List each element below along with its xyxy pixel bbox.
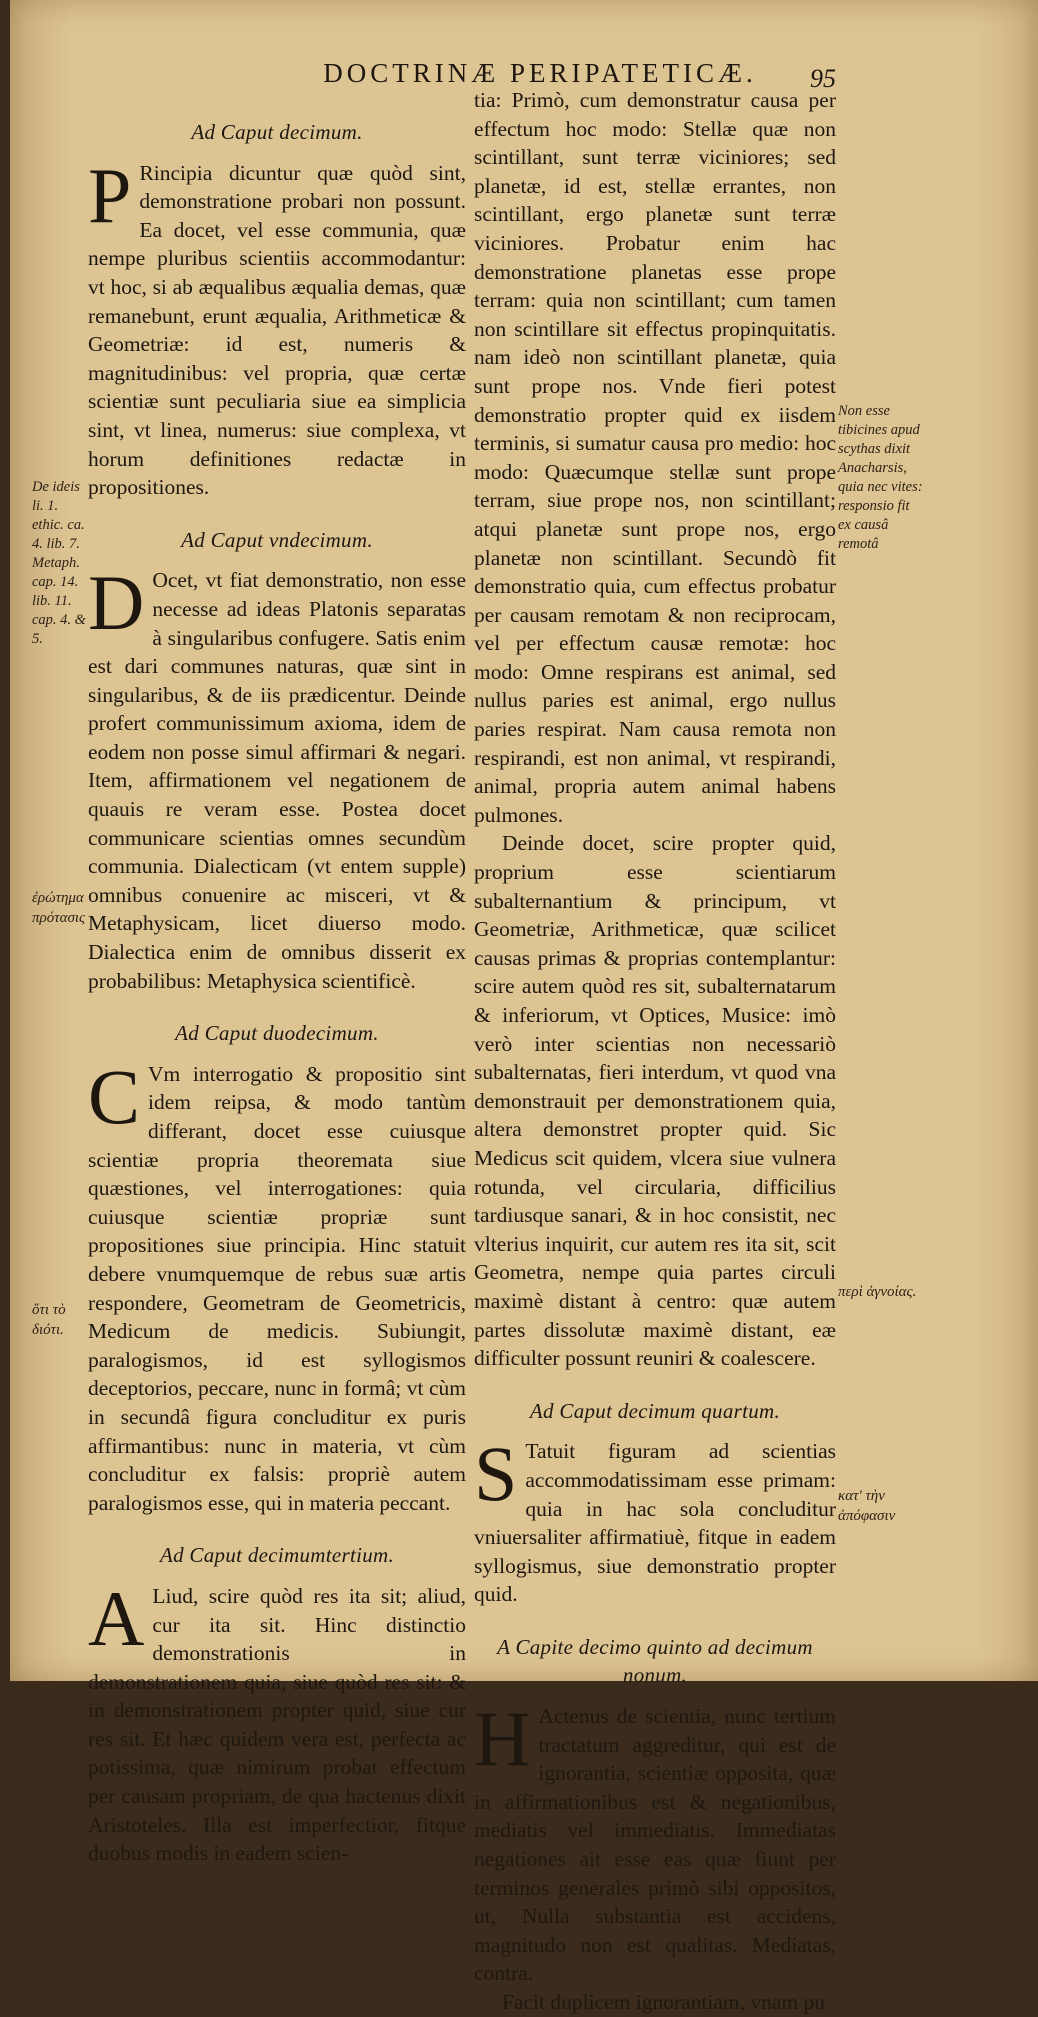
page-number: 95 — [810, 64, 836, 93]
continued-paragraph: tia: Primò, cum demonstratur causa per effectum hoc modo: Stellæ quæ non scintillant, sunt terræ viciniores; sed planetæ, id est, stellæ errantes, non scintillant, ergo planetæ sunt terræ viciniores. Probatur enim hac demonstratione planetas esse prope terram: quia non scintillant; cum tamen non scintillare sit effectus propinquitatis. nam ideò non scintillant planetæ, quia sunt prope nos. Vnde fieri potest demonstratio propter quid ex iisdem terminis, si sumatur causa pro medio: hoc modo: Quæcumque stellæ sunt prope terram, siue prope nos, non scintillant; atqui planetæ sunt prope nos, ergo planetæ non scintillant. Secundò fit demonstratio quia, cum effectus probatur per causam remotam & non reciprocam, vel per effectum causæ remotæ: hoc modo: Omne respirans est animal, sed nullus paries est animal, ergo nullus paries respirat. Nam causa remota non respirandi, est non animal, vt respirandi, animal, propria autem animal habens pulmones. — [474, 88, 836, 827]
running-header: DOCTRINÆ PERIPATETICÆ. — [323, 58, 757, 88]
section-heading: A Capite decimo quinto ad decimum nonum. — [497, 1634, 813, 1688]
book-page — [10, 0, 1038, 2014]
margin-note-left: ἐρώτημα πρότασις — [32, 890, 86, 926]
paragraph-text: Actenus de scientia, nunc tertium tractatum aggreditur, qui est de ignorantia, scientiæ opposita, quæ in affirmationibus est & negationibus, mediatis vel immediatis. Immediatas negationes ait esse eas quæ fiunt per terminos generales primò sibi oppositos, ut, Nulla substantia est accidens, magnitudo non est qualitas. Mediatas, contra. — [474, 1704, 836, 1986]
drop-cap: D — [88, 559, 145, 647]
margin-note-right: περὶ ἀγνοίας. — [838, 1284, 917, 1300]
margin-note-right: κατ' τὴν ἀπόφασιν — [838, 1488, 896, 1524]
paragraph-text: Tatuit figuram ad scientias accommodatissimam esse primam: quia in hac sola concluditur vniuersaliter affirmatiuè, fitque in eadem syllogismus, siue demonstratio propter quid. — [474, 1439, 836, 1607]
paragraph-text: Liud, scire quòd res ita sit; aliud, cur ita sit. Hinc distinctio demonstrationis in demonstrationem quia, siue quòd res sit: & in demonstrationem propter quid, siue cur res sit. Et hæc quidem vera est, perfecta ac potissima, quæ nimirum probat effectum per causam propriam, de qua hactenus dixit Aristoteles. Illa est imperfectior, fitque duobus modis in eadem scien- — [88, 1583, 466, 1866]
drop-cap: A — [88, 1574, 145, 1662]
section-body — [88, 1052, 466, 1518]
section-heading: Ad Caput vndecimum. — [181, 527, 373, 552]
section-heading: Ad Caput decimumtertium. — [159, 1543, 395, 1568]
paragraph-text: Ocet, vt fiat demonstratio, non esse necesse ad ideas Platonis separatas à singularibus confugere. Satis enim est dari communes naturas, quæ sint in singularibus, & de iis prædicentur. Deinde profert communissimum axioma, idem de eodem non posse simul affirmari & negari. Item, affirmationem vel negationem de quauis re veram esse. Postea docet communicare scientias omnes secundùm communia. Dialecticam (vt entem supple) omnibus conuenire ac misceri, vt & Metaphysicam, licet diuerso modo. Dialectica enim de omnibus disserit ex probabilibus: Metaphysica scientificè. — [88, 568, 466, 993]
drop-cap: S — [474, 1430, 518, 1518]
drop-cap: P — [88, 151, 132, 239]
paragraph-text: Facit duplicem ignorantiam, vnam pu — [502, 1990, 826, 2014]
drop-cap: H — [474, 1695, 531, 1783]
section-heading: Ad Caput duodecimum. — [175, 1021, 379, 1046]
section-body — [474, 1430, 836, 1609]
section-body — [474, 1695, 836, 1988]
drop-cap: C — [88, 1052, 141, 1140]
paragraph-text: Vm interrogatio & propositio sint idem reipsa, & modo tantùm differant, docet esse cuiusque scientiæ propria theoremata siue quæstiones, vel interrogationes: quia cuiusque scientiæ propriæ sunt propositiones siue principia. Hinc statuit debere vnumquemque de rebus suæ artis respondere, Geometram de Geometricis, Medicum de medicis. Subiungit, paralogismos, id est syllogismos deceptorios, peccare, nunc in formâ; vt cùm in secundâ figura concluditur ex puris affirmantibus: nunc in materia, vt cùm concluditur ex falsis: propriè autem paralogismos esse, qui in materia peccant. — [88, 1061, 466, 1515]
right-column — [474, 86, 836, 2017]
margin-note-left: De ideis li. 1. ethic. ca. 4. lib. 7. Metaph. cap. 14. lib. 11. cap. 4. & 5. — [32, 479, 86, 647]
section-heading: Ad Caput decimum quartum. — [529, 1398, 781, 1423]
section-body — [88, 559, 466, 995]
paragraph-text: Rincipia dicuntur quæ quòd sint, demonstratione probari non possunt. Ea docet, vel esse communia, quæ nempe pluribus scientiis accommodantur: vt hoc, si ab æqualibus æqualia demas, quæ remanebunt, erunt æqualia, Arithmeticæ & Geometriæ: id est, numeris & magnitudinibus: vel propria, quæ certæ scientiæ sunt peculiaria siue ea simplicia sint, vt linea, numerus: siue complexa, vt horum definitiones redactæ in propositiones. — [88, 160, 466, 500]
section-heading: Ad Caput decimum. — [191, 120, 363, 144]
section-body — [88, 1574, 466, 1868]
left-column — [88, 108, 466, 1868]
paragraph-text: Deinde docet, scire propter quid, proprium esse scientiarum subalternantium & principum, vt Geometriæ, Arithmeticæ, quæ scilicet causas primas & proprias contemplantur: scire autem quòd res sit, subalternatarum & inferiorum, vt Optices, Musice: imò verò inter scientias non necessariò subalternatas, fieri interdum, vt quod vna demonstrauit per demonstrationem quia, altera demonstret propter quid. Sic Medicus scit quidem, vlcera siue vulnera rotunda, vel circularia, difficilius tardiusque sanari, & in hoc consistit, nec vlterius inquirit, cur autem res ita sit, scit Geometra, nempe quia partes circuli maximè distant à centro: quæ autem partes dissolutæ maximè distant, eæ difficulter possunt reuniri & coalescere. — [474, 831, 836, 1371]
margin-note-left: ὅτι τὸ διότι. — [32, 1302, 66, 1338]
section-body — [88, 151, 466, 502]
margin-note-right: Non esse tibicines apud scythas dixit Anacharsis, quia nec vites: responsio fit ex causâ remotâ — [838, 403, 923, 552]
